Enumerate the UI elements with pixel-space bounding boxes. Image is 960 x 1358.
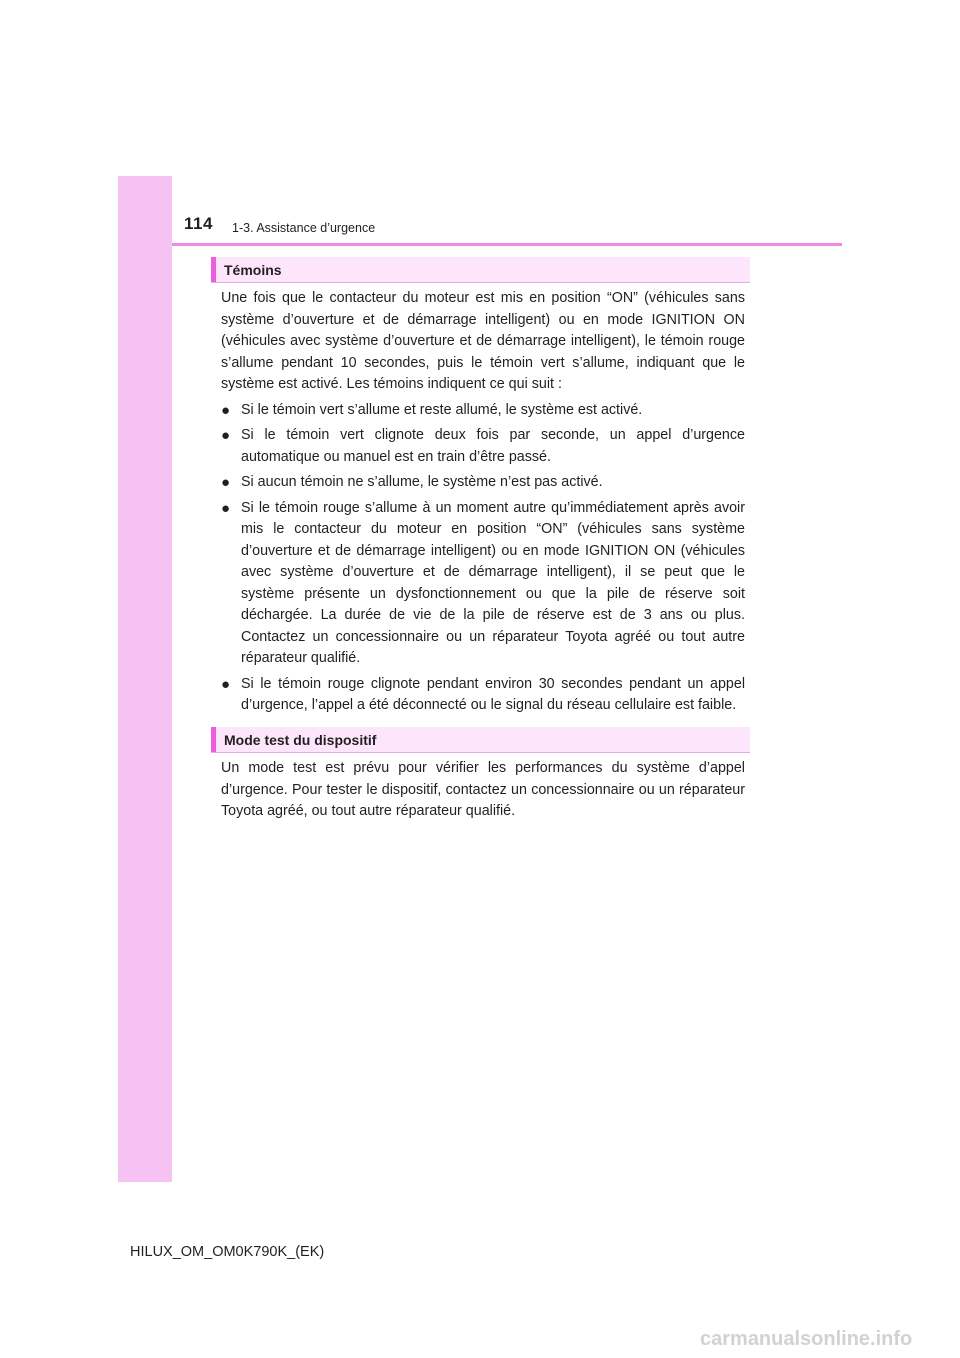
- list-item: ● Si le témoin rouge s’allume à un moment autre qu’immédiatement après avoir mis le contacteur du moteur en position “ON” (véhicules sans système d’ouverture et de démarrage intelligent) ou en mode IGNITION ON (véhicules avec système d’ouverture et de démarrage intelligent), il se peut que le système présente un dysfonctionnement ou que la pile de réserve soit déchargée. La durée de vie de la pile de réserve est de 3 ans ou plus. Contactez un concessionnaire ou un réparateur Toyota agréé ou tout autre réparateur qualifié.: [221, 499, 745, 666]
- list-item: ● Si aucun témoin ne s’allume, le système n’est pas activé.: [221, 472, 745, 494]
- bullet-icon: ●: [221, 474, 231, 491]
- section-accent-bar: [211, 727, 216, 752]
- list-item: ● Si le témoin vert clignote deux fois par seconde, un appel d’urgence automatique ou manuel est en train d’être passé.: [221, 427, 745, 465]
- bullet-icon: ●: [221, 427, 231, 444]
- indicator-list: [221, 400, 745, 717]
- body-paragraph: Un mode test est prévu pour vérifier les performances du système d’appel d’urgence. Pour tester le dispositif, contactez un concessionnaire ou un réparateur Toyota agréé, ou tout autre réparateur qualifié.: [221, 760, 745, 819]
- bullet-icon: ●: [221, 675, 231, 693]
- side-tab-band: [118, 176, 172, 1182]
- section-header-mode-test: [211, 727, 750, 753]
- section-body-temoins: [221, 288, 745, 721]
- list-item: ● Si le témoin rouge clignote pendant environ 30 secondes pendant un appel d’urgence, l’appel a été déconnecté ou le signal du réseau cellulaire est faible.: [221, 675, 745, 713]
- page-number: 114: [184, 214, 213, 233]
- document-code: HILUX_OM_OM0K790K_(EK): [130, 1244, 325, 1260]
- watermark: carmanualsonline.info: [700, 1328, 913, 1350]
- bullet-icon: ●: [221, 499, 231, 517]
- section-accent-bar: [211, 257, 216, 282]
- list-item: ● Si le témoin vert s’allume et reste allumé, le système est activé.: [221, 400, 745, 422]
- section-header-temoins: [211, 257, 750, 283]
- chapter-title: 1-3. Assistance d’urgence: [232, 221, 376, 235]
- section-title: Mode test du dispositif: [224, 732, 377, 748]
- section-body-mode-test: [221, 758, 745, 823]
- intro-paragraph: Une fois que le contacteur du moteur est mis en position “ON” (véhicules sans système d’ouverture et de démarrage intelligent) ou en mode IGNITION ON (véhicules avec système d’ouverture et de démarrage intelligent), le témoin rouge s’allume pendant 10 secondes, puis le témoin vert s’allume, indiquant que le système est activé. Les témoins indiquent ce qui suit :: [221, 290, 745, 392]
- section-title: Témoins: [224, 262, 282, 278]
- header-divider: [172, 243, 842, 246]
- bullet-icon: ●: [221, 401, 231, 419]
